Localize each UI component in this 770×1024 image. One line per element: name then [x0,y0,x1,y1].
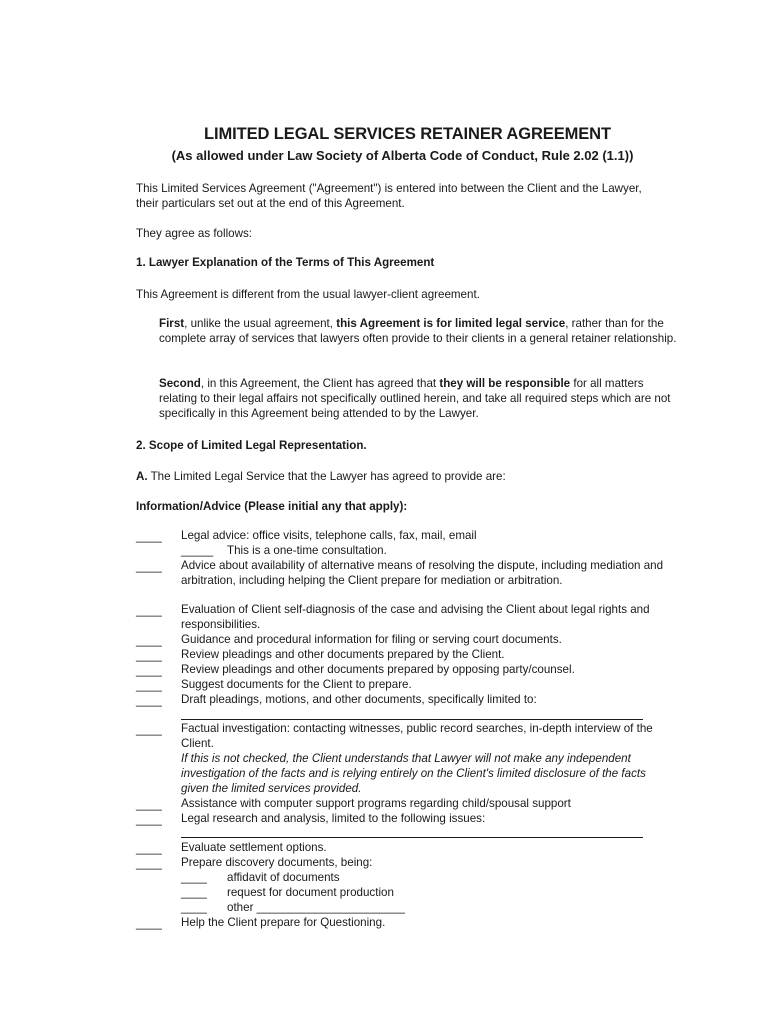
initial-blank-13[interactable]: ____ [136,857,162,870]
item-review-opposing-docs: Review pleadings and other documents prepared by opposing party/counsel. [181,663,575,676]
section-2a-label: A. [136,470,148,483]
initial-blank-10[interactable]: ____ [136,798,162,811]
section-2a-text: The Limited Legal Service that the Lawyer has agreed to provide are: [147,470,506,483]
item-legal-research: Legal research and analysis, limited to the following issues: [181,812,486,825]
item-self-diagnosis: Evaluation of Client self-diagnosis of the case and advising the Client about legal rights and responsibilities. [181,603,650,631]
initial-blank-14[interactable]: ____ [136,917,162,930]
second-text-2: for all matters relating to their legal affairs not specifically outlined herein, and take all required steps which are not specifically in this Agreement being attended to by the Lawyer. [159,377,671,420]
second-paragraph [159,376,679,421]
draft-limit-line[interactable] [181,719,643,720]
initial-blank-11[interactable]: ____ [136,813,162,826]
intro-paragraph: This Limited Services Agreement ("Agreement") is entered into between the Client and the Lawyer, their particulars set out at the end of this Agreement. [136,182,642,210]
item-suggest-documents: Suggest documents for the Client to prepare. [181,678,412,691]
item-affidavit-documents: affidavit of documents [227,871,340,884]
item-draft-pleadings: Draft pleadings, motions, and other documents, specifically limited to: [181,693,537,706]
item-legal-advice: Legal advice: office visits, telephone calls, fax, mail, email [181,529,477,542]
second-text-1: , in this Agreement, the Client has agreed that [200,377,440,390]
initial-blank-1[interactable]: ____ [136,530,162,543]
first-lead: First [159,317,185,330]
initial-blank-6[interactable]: ____ [136,664,162,677]
initial-blank-2[interactable]: ____ [136,560,162,573]
initial-blank-5[interactable]: ____ [136,649,162,662]
first-text-1: , unlike the usual agreement, [184,317,337,330]
initial-blank-4[interactable]: ____ [136,634,162,647]
item-request-production: request for document production [227,886,394,899]
section-1-heading: 1. Lawyer Explanation of the Terms of This Agreement [136,256,435,269]
second-lead: Second [159,377,201,390]
research-issues-line[interactable] [181,837,643,838]
section-2a-paragraph [136,469,656,484]
initial-blank-8[interactable]: ____ [136,694,162,707]
initial-blank-13b[interactable]: ____ [181,886,207,899]
item-computer-support: Assistance with computer support programs regarding child/spousal support [181,797,571,810]
initial-blank-7[interactable]: ____ [136,679,162,692]
section-2-heading: 2. Scope of Limited Legal Representation. [136,439,367,452]
first-bold: this Agreement is for limited legal service [336,317,566,330]
first-text-2: , rather than for the complete array of services that lawyers often provide to their clients in a general retainer relationship. [159,317,677,345]
initial-blank-3[interactable]: ____ [136,604,162,617]
second-bold: they will be responsible [439,377,571,390]
agree-paragraph: They agree as follows: [136,227,252,240]
item-other-discovery: other _______________________ [227,901,405,914]
item-discovery-documents: Prepare discovery documents, being: [181,856,373,869]
section-1-paragraph: This Agreement is different from the usual lawyer-client agreement. [136,288,480,301]
info-advice-heading: Information/Advice (Please initial any that apply): [136,500,408,513]
item-review-client-docs: Review pleadings and other documents prepared by the Client. [181,648,505,661]
document-subtitle: (As allowed under Law Society of Alberta Code of Conduct, Rule 2.02 (1.1)) [171,148,634,163]
initial-blank-13c[interactable]: ____ [181,901,207,914]
item-prepare-questioning: Help the Client prepare for Questioning. [181,916,386,929]
first-paragraph [159,316,679,346]
item-factual-investigation: Factual investigation: contacting witnesses, public record searches, in-depth interview of the Client. [181,722,653,750]
item-settlement-options: Evaluate settlement options. [181,841,327,854]
item-procedural-guidance: Guidance and procedural information for filing or serving court documents. [181,633,562,646]
initial-blank-9[interactable]: ____ [136,723,162,736]
item-one-time-consultation: This is a one-time consultation. [227,544,387,557]
initial-blank-1a[interactable]: _____ [181,544,214,557]
initial-blank-13a[interactable]: ____ [181,871,207,884]
document-title: LIMITED LEGAL SERVICES RETAINER AGREEMENT [204,125,611,143]
item-alternative-dispute: Advice about availability of alternative means of resolving the dispute, including mediation and arbitration, including helping the Client prepare for mediation or arbitration. [181,559,664,587]
factual-investigation-note: If this is not checked, the Client understands that Lawyer will not make any independent investigation of the facts and is relying entirely on the Client's limited disclosure of the facts given the limited services provided. [181,752,646,795]
initial-blank-12[interactable]: ____ [136,842,162,855]
